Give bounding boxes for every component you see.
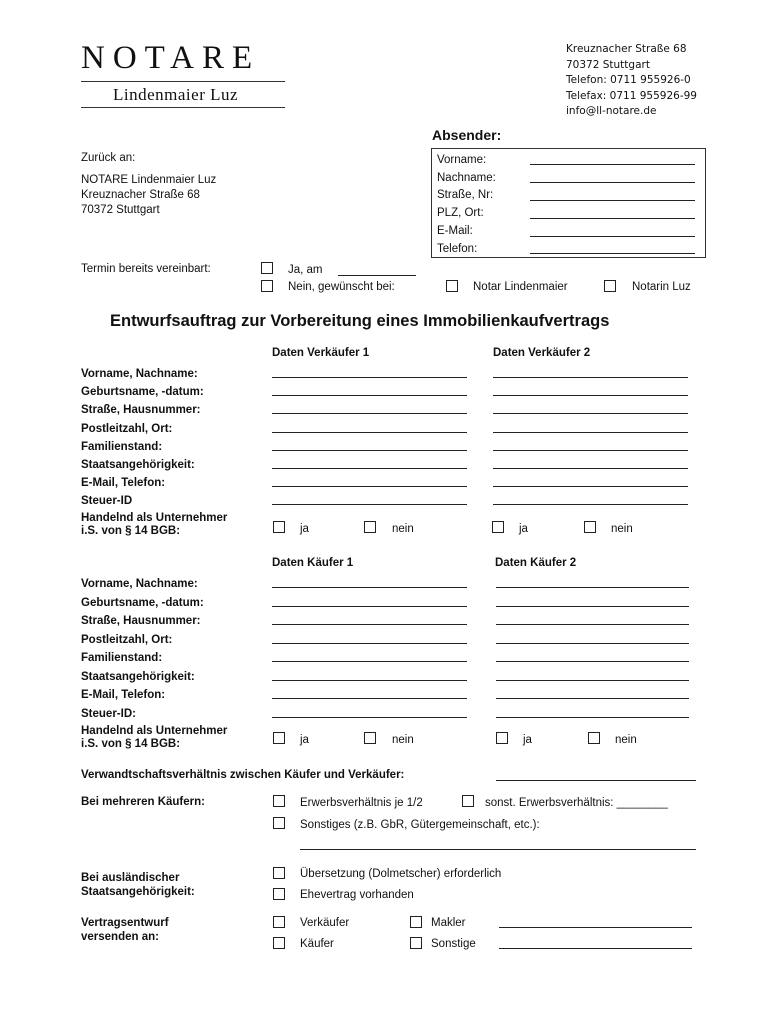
absender-field-label: E-Mail: xyxy=(437,224,473,237)
absender-field-label: Straße, Nr: xyxy=(437,189,494,202)
field-label: E-Mail, Telefon: xyxy=(81,477,166,490)
return-line: Kreuznacher Straße 68 xyxy=(81,189,200,201)
sonstiges-field[interactable] xyxy=(300,849,696,850)
return-line: 70372 Stuttgart xyxy=(81,204,160,216)
seller2-input-line[interactable] xyxy=(493,395,688,396)
send-seller-label: Verkäufer xyxy=(300,917,350,929)
field-label: Familienstand: xyxy=(81,652,163,664)
buyer-business-label xyxy=(81,725,227,750)
seller1-nein-label: nein xyxy=(392,523,414,535)
termin-date-field[interactable] xyxy=(338,275,416,276)
absender-field-label: PLZ, Ort: xyxy=(437,207,484,220)
multiple-buyers-label: Bei mehreren Käufern: xyxy=(81,796,205,808)
marriage-contract-label: Ehevertrag vorhanden xyxy=(300,889,414,901)
logo-title: NOTARE xyxy=(81,40,261,76)
field-label: Staatsangehörigkeit: xyxy=(81,670,195,683)
seller1-input-line[interactable] xyxy=(272,468,467,469)
seller1-header: Daten Verkäufer 1 xyxy=(272,347,370,359)
absender-labels xyxy=(437,152,496,258)
buyer2-nein-checkbox[interactable] xyxy=(588,732,600,744)
logo-rule-top xyxy=(81,81,285,82)
seller1-nein-checkbox[interactable] xyxy=(364,521,376,533)
foreign-label-line: Staatsangehörigkeit: xyxy=(81,886,195,898)
absender-field-label: Telefon: xyxy=(437,242,478,255)
business-label-line: i.S. von § 14 BGB: xyxy=(81,737,181,750)
seller2-ja-checkbox[interactable] xyxy=(492,521,504,533)
buyer1-ja-checkbox[interactable] xyxy=(273,732,285,744)
notar-lindenmaier-label: Notar Lindenmaier xyxy=(473,281,568,293)
send-other-label: Sonstige xyxy=(431,938,476,950)
translation-checkbox[interactable] xyxy=(273,867,285,879)
notar-lindenmaier-checkbox[interactable] xyxy=(446,280,458,292)
buyer1-nein-checkbox[interactable] xyxy=(364,732,376,744)
buyer2-ja-label: ja xyxy=(523,734,532,746)
field-label: Steuer-ID: xyxy=(81,707,136,720)
seller2-ja-label: ja xyxy=(519,523,528,535)
buyer1-nein-label: nein xyxy=(392,734,414,746)
seller2-input-line[interactable] xyxy=(493,504,688,505)
buyer1-input-line[interactable] xyxy=(272,606,467,607)
seller2-input-line[interactable] xyxy=(493,377,688,378)
absender-telefon-field[interactable] xyxy=(530,253,695,254)
seller-business-label xyxy=(81,512,227,537)
relationship-field[interactable] xyxy=(496,780,696,781)
buyer2-input-line[interactable] xyxy=(496,606,689,607)
seller1-input-line[interactable] xyxy=(272,432,467,433)
seller1-input-line[interactable] xyxy=(272,395,467,396)
send-draft-label-line: versenden an: xyxy=(81,931,159,943)
marriage-contract-checkbox[interactable] xyxy=(273,888,285,900)
absender-strasse-field[interactable] xyxy=(530,200,695,201)
business-label-line: Handelnd als Unternehmer xyxy=(81,725,228,737)
field-label: Geburtsname, -datum: xyxy=(81,386,204,399)
notary-address xyxy=(566,42,697,120)
address-email: info@ll-notare.de xyxy=(566,105,657,117)
buyer1-input-line[interactable] xyxy=(272,698,467,699)
field-label: Vorname, Nachname: xyxy=(81,578,198,590)
field-label: Geburtsname, -datum: xyxy=(81,596,204,609)
buyer2-input-line[interactable] xyxy=(496,661,689,662)
absender-plz-field[interactable] xyxy=(530,218,695,219)
send-broker-label: Makler xyxy=(431,917,466,929)
buyer2-input-line[interactable] xyxy=(496,643,689,644)
send-seller-checkbox[interactable] xyxy=(273,916,285,928)
field-label: Vorname, Nachname: xyxy=(81,368,198,380)
foreign-label xyxy=(81,871,195,899)
notarin-luz-checkbox[interactable] xyxy=(604,280,616,292)
address-line: Kreuznacher Straße 68 xyxy=(566,43,687,55)
seller2-nein-checkbox[interactable] xyxy=(584,521,596,533)
buyer2-input-line[interactable] xyxy=(496,698,689,699)
buyer2-input-line[interactable] xyxy=(496,717,689,718)
buyer2-input-line[interactable] xyxy=(496,680,689,681)
absender-vorname-field[interactable] xyxy=(530,164,695,165)
relationship-label: Verwandtschaftsverhältnis zwischen Käufer und Verkäufer: xyxy=(81,769,405,781)
send-broker-checkbox[interactable] xyxy=(410,916,422,928)
send-draft-label xyxy=(81,916,169,944)
seller2-nein-label: nein xyxy=(611,523,633,535)
return-label: Zurück an: xyxy=(81,152,136,164)
seller2-input-line[interactable] xyxy=(493,432,688,433)
termin-no-label: Nein, gewünscht bei: xyxy=(288,281,395,293)
field-label: Straße, Hausnummer: xyxy=(81,615,201,627)
buyer1-ja-label: ja xyxy=(300,734,309,746)
absender-field-label: Nachname: xyxy=(437,171,496,184)
buyer1-input-line[interactable] xyxy=(272,587,467,588)
buyer1-input-line[interactable] xyxy=(272,643,467,644)
buyer1-header: Daten Käufer 1 xyxy=(272,557,354,569)
seller2-header: Daten Verkäufer 2 xyxy=(493,347,591,359)
field-label: E-Mail, Telefon: xyxy=(81,689,166,701)
seller1-input-line[interactable] xyxy=(272,450,467,451)
seller1-input-line[interactable] xyxy=(272,377,467,378)
seller1-input-line[interactable] xyxy=(272,486,467,487)
return-line: NOTARE Lindenmaier Luz xyxy=(81,174,217,186)
field-label: Staatsangehörigkeit: xyxy=(81,459,195,472)
return-address xyxy=(81,173,216,218)
buyer1-input-line[interactable] xyxy=(272,624,467,625)
buyer2-header: Daten Käufer 2 xyxy=(495,557,577,569)
page-title: Entwurfsauftrag zur Vorbereitung eines Immobilienkaufvertrags xyxy=(110,312,610,330)
sonstiges-label: Sonstiges (z.B. GbR, Gütergemeinschaft, etc.): xyxy=(300,819,540,831)
termin-label: Termin bereits vereinbart: xyxy=(81,263,211,275)
notarin-luz-label: Notarin Luz xyxy=(632,281,691,293)
erwerb-half-checkbox[interactable] xyxy=(273,795,285,807)
seller2-input-line[interactable] xyxy=(493,468,688,469)
absender-email-field[interactable] xyxy=(530,236,695,237)
buyer-field-labels xyxy=(81,575,204,723)
address-phone: Telefon: 0711 955926-0 xyxy=(566,74,691,86)
logo-rule-bottom xyxy=(81,107,285,108)
seller-field-labels xyxy=(81,365,204,511)
absender-field-label: Vorname: xyxy=(437,154,487,166)
buyer2-input-line[interactable] xyxy=(496,624,689,625)
logo-subtitle: Lindenmaier Luz xyxy=(113,85,239,104)
foreign-label-line: Bei ausländischer xyxy=(81,872,180,884)
send-broker-field[interactable] xyxy=(499,927,692,928)
field-label: Steuer-ID xyxy=(81,495,133,508)
termin-yes-label: Ja, am xyxy=(288,264,323,276)
termin-yes-checkbox[interactable] xyxy=(261,262,273,274)
buyer1-input-line[interactable] xyxy=(272,680,467,681)
erwerb-half-label: Erwerbsverhältnis je 1/2 xyxy=(300,797,423,809)
buyer1-input-line[interactable] xyxy=(272,661,467,662)
address-line: 70372 Stuttgart xyxy=(566,58,650,71)
field-label: Postleitzahl, Ort: xyxy=(81,422,173,435)
absender-title: Absender: xyxy=(432,127,502,143)
seller1-ja-checkbox[interactable] xyxy=(273,521,285,533)
buyer2-ja-checkbox[interactable] xyxy=(496,732,508,744)
buyer1-input-line[interactable] xyxy=(272,717,467,718)
send-other-checkbox[interactable] xyxy=(410,937,422,949)
seller1-input-line[interactable] xyxy=(272,413,467,414)
send-buyer-checkbox[interactable] xyxy=(273,937,285,949)
seller1-input-line[interactable] xyxy=(272,504,467,505)
field-label: Postleitzahl, Ort: xyxy=(81,633,173,646)
seller2-input-line[interactable] xyxy=(493,486,688,487)
business-label-line: i.S. von § 14 BGB: xyxy=(81,524,181,537)
termin-no-checkbox[interactable] xyxy=(261,280,273,292)
seller1-ja-label: ja xyxy=(300,523,309,535)
business-label-line: Handelnd als Unternehmer xyxy=(81,512,228,524)
buyer2-nein-label: nein xyxy=(615,734,637,746)
seller2-input-line[interactable] xyxy=(493,450,688,451)
seller2-input-line[interactable] xyxy=(493,413,688,414)
field-label: Straße, Hausnummer: xyxy=(81,404,201,417)
sonstiges-checkbox[interactable] xyxy=(273,817,285,829)
address-fax: Telefax: 0711 955926-99 xyxy=(566,89,697,102)
send-other-field[interactable] xyxy=(499,948,692,949)
send-draft-label-line: Vertragsentwurf xyxy=(81,917,169,929)
erwerb-other-checkbox[interactable] xyxy=(462,795,474,807)
absender-nachname-field[interactable] xyxy=(530,182,695,183)
translation-label: Übersetzung (Dolmetscher) erforderlich xyxy=(300,868,502,880)
send-buyer-label: Käufer xyxy=(300,938,334,950)
buyer2-input-line[interactable] xyxy=(496,587,689,588)
field-label: Familienstand: xyxy=(81,440,163,453)
erwerb-other-label: sonst. Erwerbsverhältnis: ________ xyxy=(485,797,668,809)
